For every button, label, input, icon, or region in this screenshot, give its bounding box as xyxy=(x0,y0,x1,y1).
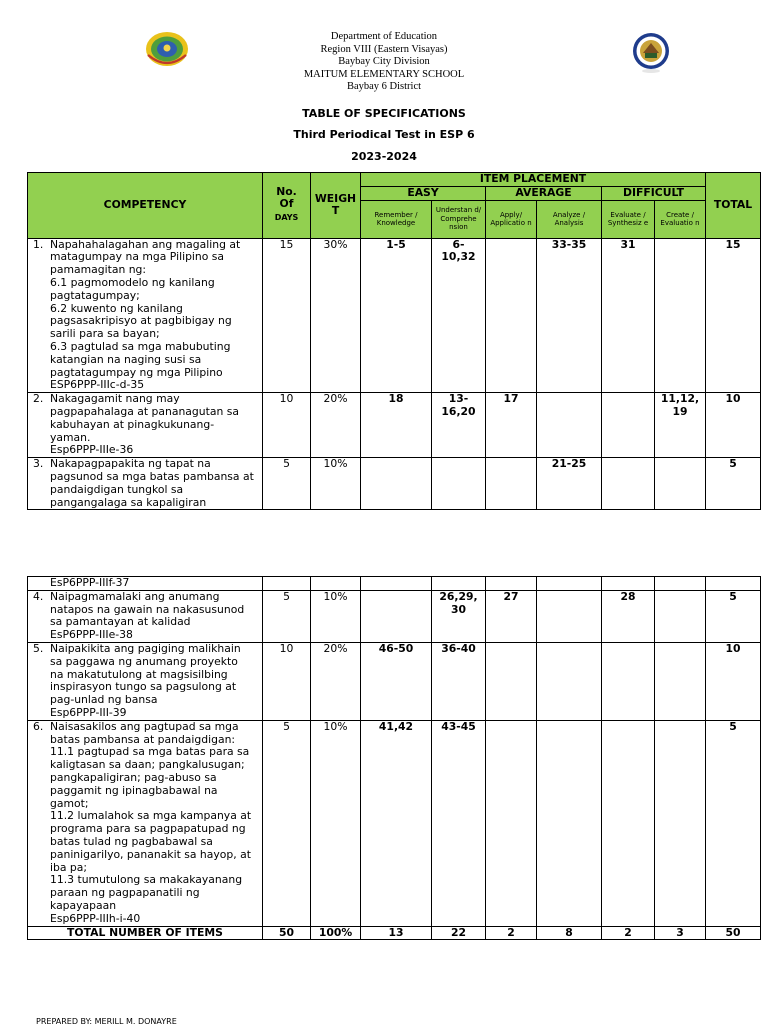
specification-table-part-2 xyxy=(27,576,761,940)
remember-cell: 1-5 xyxy=(361,238,432,393)
apply-cell xyxy=(486,720,537,926)
apply-cell xyxy=(486,238,537,393)
create-cell xyxy=(655,238,706,393)
create-cell: 11,12, 19 xyxy=(655,393,706,458)
total-cell: 5 xyxy=(706,458,761,510)
competency-cell xyxy=(28,642,263,720)
apply-cell xyxy=(486,577,537,591)
competency-text: Naisasakilos ang pagtupad sa mga batas pambansa at pandaigdigan: 11.1 pagtupad sa mga batas para sa kaligtasan sa daan; pangkalusugan; pangkapaligiran; pag-abuso sa paggamit ng ipinagbabawal na gamot; 11.2 lumalahok sa mga kampanya at programa para sa pagpapatupad ng batas tulad ng pagbabawal sa paninigarilyo, pananakit sa hayop, at iba pa; 11.3 tumutulong sa makakayanang paraan ng pagpapanatili ng kapayapaan Esp6PPP-IIIh-i-40 xyxy=(50,720,252,925)
totals-total: 50 xyxy=(706,926,761,940)
evaluate-cell xyxy=(602,577,655,591)
create-header: Create / Evaluatio n xyxy=(655,200,706,238)
evaluate-cell xyxy=(602,720,655,926)
days-header: No. Of DAYS xyxy=(263,173,311,239)
competency-header: COMPETENCY xyxy=(28,173,263,239)
competency-number: 4. xyxy=(33,590,44,603)
totals-analyze: 8 xyxy=(537,926,602,940)
create-cell xyxy=(655,577,706,591)
competency-text: Naipagmamalaki ang anumang natapos na gawain na nakasusunod sa pamantayan at kalidad EsP6PPP-IIIe-38 xyxy=(50,590,245,642)
document-title: TABLE OF SPECIFICATIONS xyxy=(302,107,466,120)
create-cell xyxy=(655,590,706,642)
remember-cell: 41,42 xyxy=(361,720,432,926)
days-cell: 5 xyxy=(263,720,311,926)
analyze-cell xyxy=(537,720,602,926)
table-row xyxy=(28,642,761,720)
totals-section xyxy=(28,926,761,940)
competency-text: Naipakikita ang pagiging malikhain sa paggawa ng anumang proyekto na makatutulong at magsisilbing inspirasyon tungo sa pagsulong at pag-unlad ng bansa Esp6PPP-III-39 xyxy=(50,642,241,719)
days-cell: 15 xyxy=(263,238,311,393)
days-cell: 5 xyxy=(263,590,311,642)
competency-cell xyxy=(28,577,263,591)
analyze-cell: 33-35 xyxy=(537,238,602,393)
understand-cell: 43-45 xyxy=(432,720,486,926)
table-row xyxy=(28,720,761,926)
header-line-district: Baybay 6 District xyxy=(346,81,422,92)
header-line-region: Region VIII (Eastern Visayas) xyxy=(320,43,448,55)
total-cell: 5 xyxy=(706,590,761,642)
analyze-cell xyxy=(537,577,602,591)
competency-number: 5. xyxy=(33,642,44,655)
table-row xyxy=(28,577,761,591)
competency-cell xyxy=(28,238,263,393)
competency-number: 1. xyxy=(33,238,44,251)
understand-cell: 26,29, 30 xyxy=(432,590,486,642)
total-cell: 10 xyxy=(706,393,761,458)
apply-cell xyxy=(486,642,537,720)
remember-cell xyxy=(361,458,432,510)
totals-label: TOTAL NUMBER OF ITEMS xyxy=(28,926,263,940)
header-line-deped: Department of Education xyxy=(330,31,438,42)
weight-header: WEIGH T xyxy=(311,173,361,239)
days-cell: 10 xyxy=(263,642,311,720)
understand-header: Understan d/ Comprehe nsion xyxy=(432,200,486,238)
remember-header: Remember / Knowledge xyxy=(361,200,432,238)
remember-cell xyxy=(361,577,432,591)
create-cell xyxy=(655,642,706,720)
total-cell: 5 xyxy=(706,720,761,926)
easy-header: EASY xyxy=(361,186,486,200)
weight-cell: 10% xyxy=(311,590,361,642)
evaluate-cell xyxy=(602,393,655,458)
totals-create: 3 xyxy=(655,926,706,940)
create-cell xyxy=(655,720,706,926)
average-header: AVERAGE xyxy=(486,186,602,200)
remember-cell: 18 xyxy=(361,393,432,458)
totals-evaluate: 2 xyxy=(602,926,655,940)
days-cell: 10 xyxy=(263,393,311,458)
total-cell: 10 xyxy=(706,642,761,720)
weight-cell: 10% xyxy=(311,458,361,510)
remember-cell: 46-50 xyxy=(361,642,432,720)
header-line-division: Baybay City Division xyxy=(338,56,430,67)
prepared-by: PREPARED BY: MERILL M. DONAYRE xyxy=(36,1017,177,1026)
days-cell: 5 xyxy=(263,458,311,510)
understand-cell: 13- 16,20 xyxy=(432,393,486,458)
table-row xyxy=(28,458,761,510)
analyze-header: Analyze / Analysis xyxy=(537,200,602,238)
competency-cell xyxy=(28,720,263,926)
analyze-cell xyxy=(537,642,602,720)
understand-cell: 36-40 xyxy=(432,642,486,720)
competency-number: 2. xyxy=(33,392,44,406)
weight-cell: 20% xyxy=(311,393,361,458)
competency-number: 3. xyxy=(33,457,44,471)
table-body-part-1 xyxy=(28,238,761,510)
total-cell xyxy=(706,577,761,591)
document-header xyxy=(0,31,768,94)
weight-cell xyxy=(311,577,361,591)
competency-number xyxy=(30,577,50,590)
evaluate-cell: 28 xyxy=(602,590,655,642)
totals-apply: 2 xyxy=(486,926,537,940)
competency-text: Nakapagpapakita ng tapat na pagsunod sa mga batas pambansa at pandaigdigan tungkol sa pangangalaga sa kapaligiran xyxy=(50,457,254,509)
understand-cell xyxy=(432,458,486,510)
evaluate-cell xyxy=(602,458,655,510)
apply-header: Apply/ Applicatio n xyxy=(486,200,537,238)
table-header xyxy=(28,173,761,239)
apply-cell: 17 xyxy=(486,393,537,458)
table-body-part-2 xyxy=(28,577,761,927)
understand-cell xyxy=(432,577,486,591)
weight-cell: 30% xyxy=(311,238,361,393)
difficult-header: DIFFICULT xyxy=(602,186,706,200)
specification-table-part-1 xyxy=(27,172,761,510)
understand-cell: 6- 10,32 xyxy=(432,238,486,393)
analyze-cell xyxy=(537,590,602,642)
totals-weight: 100% xyxy=(311,926,361,940)
school-year: 2023-2024 xyxy=(351,150,417,163)
item-placement-header: ITEM PLACEMENT xyxy=(361,173,706,187)
analyze-cell: 21-25 xyxy=(537,458,602,510)
total-cell: 15 xyxy=(706,238,761,393)
evaluate-header: Evaluate / Synthesiz e xyxy=(602,200,655,238)
evaluate-cell xyxy=(602,642,655,720)
competency-text: EsP6PPP-IIIf-37 xyxy=(50,576,130,589)
totals-row xyxy=(28,926,761,940)
remember-cell xyxy=(361,590,432,642)
apply-cell: 27 xyxy=(486,590,537,642)
evaluate-cell: 31 xyxy=(602,238,655,393)
totals-understand: 22 xyxy=(432,926,486,940)
competency-cell xyxy=(28,458,263,510)
table-row xyxy=(28,238,761,393)
document-subtitle: Third Periodical Test in ESP 6 xyxy=(293,128,475,141)
weight-cell: 10% xyxy=(311,720,361,926)
totals-days: 50 xyxy=(263,926,311,940)
competency-text: Nakagagamit nang may pagpapahalaga at pananagutan sa kabuhayan at pinagkukunang- yaman. Esp6PPP-IIIe-36 xyxy=(50,392,239,457)
competency-number: 6. xyxy=(33,720,44,733)
competency-cell xyxy=(28,393,263,458)
competency-cell xyxy=(28,590,263,642)
apply-cell xyxy=(486,458,537,510)
create-cell xyxy=(655,458,706,510)
competency-text: Napahahalagahan ang magaling at matagumpay na mga Pilipino sa pamamagitan ng: 6.1 pagmomodelo ng kanilang pagtatagumpay; 6.2 kuwento ng kanilang pagsasakripisyo at pagbibigay ng sarili para sa bayan; 6.3 pagtulad sa mga mabubuting katangian na naging susi sa pagtatagumpay ng mga Pilipino ESP6PPP-IIIc-d-35 xyxy=(50,238,241,392)
weight-cell: 20% xyxy=(311,642,361,720)
analyze-cell xyxy=(537,393,602,458)
table-row xyxy=(28,393,761,458)
totals-remember: 13 xyxy=(361,926,432,940)
total-header: TOTAL xyxy=(706,173,761,239)
header-line-school: MAITUM ELEMENTARY SCHOOL xyxy=(303,68,465,80)
days-cell xyxy=(263,577,311,591)
table-row xyxy=(28,590,761,642)
